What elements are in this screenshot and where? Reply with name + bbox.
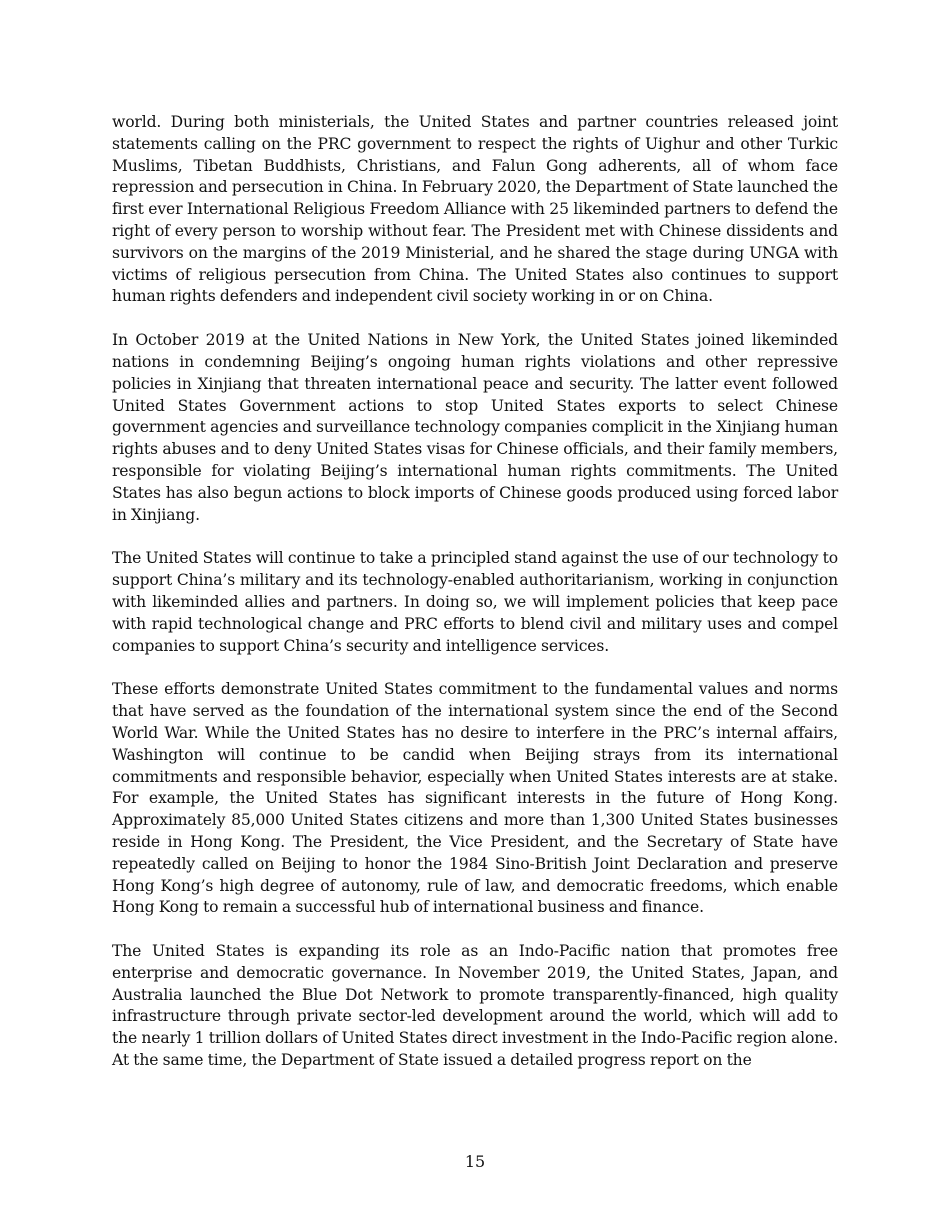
document-page (112, 112, 838, 1094)
paragraph-indo-pacific: The United States is expanding its role as an Indo-Pacific nation that promotes free enterprise and democratic governance. In November 2019, the United States, Japan, and Australia launched the Blue Dot Network to promote transparently-financed, high quality infrastructure through private sector-led development around the world, which will add to the nearly 1 trillion dollars of United States direct investment in the Indo-Pacific region alone. At the same time, the Department of State issued a detailed progress report on the (112, 942, 838, 1070)
paragraph-religious-freedom: world. During both ministerials, the United States and partner countries released joint statements calling on the PRC government to respect the rights of Uighur and other Turkic Muslims, Tibetan Buddhists, Christians, and Falun Gong adherents, all of whom face repression and persecution in China. In February 2020, the Department of State launched the first ever International Religious Freedom Alliance with 25 likeminded partners to defend the right of every person to worship without fear. The President met with Chinese dissidents and survivors on the margins of the 2019 Ministerial, and he shared the stage during UNGA with victims of religious persecution from China. The United States also continues to support human rights defenders and independent civil society working in or on China. (112, 113, 838, 306)
paragraph-hong-kong: These efforts demonstrate United States commitment to the fundamental values and norms that have served as the foundation of the international system since the end of the Second World War. While the United States has no desire to interfere in the PRC’s internal affairs, Washington will continue to be candid when Beijing strays from its international commitments and responsible behavior, especially when United States interests are at stake. For example, the United States has significant interests in the future of Hong Kong. Approximately 85,000 United States citizens and more than 1,300 United States businesses reside in Hong Kong. The President, the Vice President, and the Secretary of State have repeatedly called on Beijing to honor the 1984 Sino-British Joint Declaration and preserve Hong Kong’s high degree of autonomy, rule of law, and democratic freedoms, which enable Hong Kong to remain a successful hub of international business and finance. (112, 680, 838, 917)
paragraph-technology: The United States will continue to take a principled stand against the use of our technology to support China’s military and its technology-enabled authoritarianism, working in conjunction with likeminded allies and partners. In doing so, we will implement policies that keep pace with rapid technological change and PRC efforts to blend civil and military uses and compel companies to support China’s security and intelligence services. (112, 549, 838, 655)
page-number: 15 (464, 1152, 486, 1171)
paragraph-xinjiang: In October 2019 at the United Nations in New York, the United States joined likeminded nations in condemning Beijing’s ongoing human rights violations and other repressive policies in Xinjiang that threaten international peace and security. The latter event followed United States Government actions to stop United States exports to select Chinese government agencies and surveillance technology companies complicit in the Xinjiang human rights abuses and to deny United States visas for Chinese officials, and their family members, responsible for violating Beijing’s international human rights commitments. The United States has also begun actions to block imports of Chinese goods produced using forced labor in Xinjiang. (112, 331, 838, 524)
